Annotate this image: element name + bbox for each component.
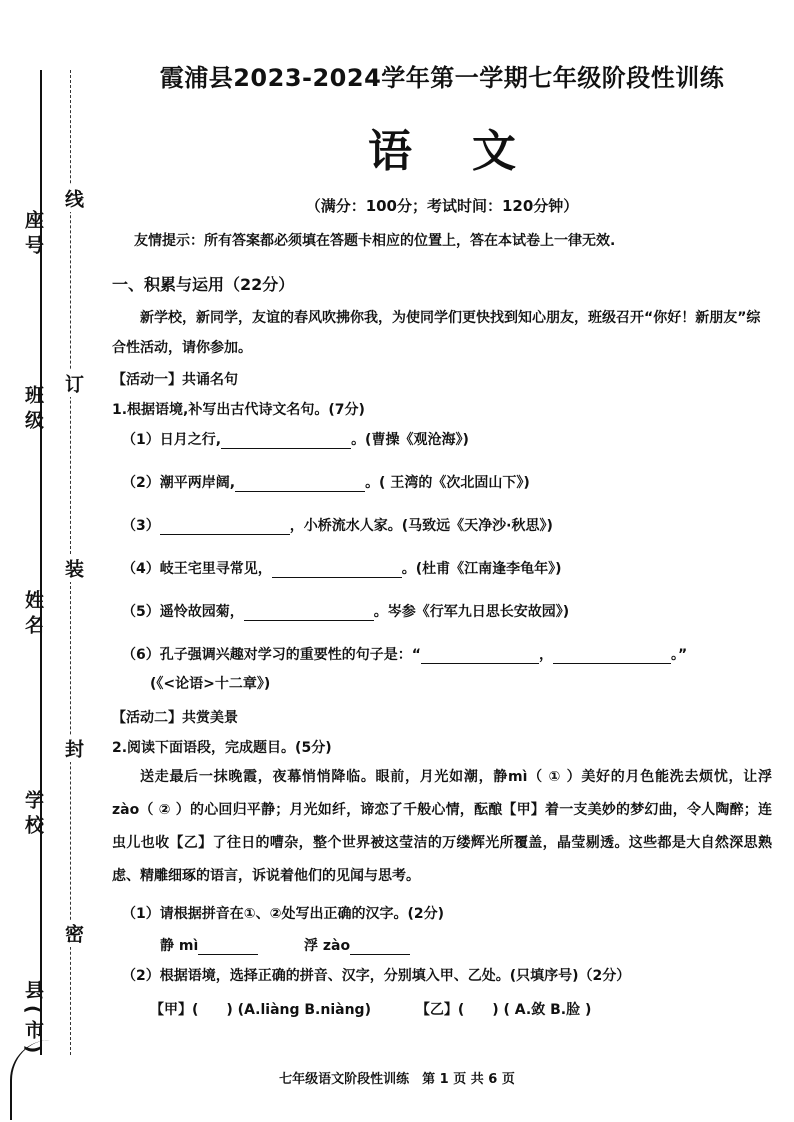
question-2-2: （2）根据语境，选择正确的拼音、汉字，分别填入甲、乙处。(只填序号)（2分） [122, 968, 631, 984]
section-intro: 新学校，新同学，友谊的春风吹拂你我，为使同学们更快找到知心朋友，班级召开“你好！新朋友”综合性活动，请你参加。 [112, 310, 761, 356]
subject-title: 语文 [368, 126, 576, 177]
exam-content [112, 58, 772, 1019]
answer-blank [235, 475, 365, 492]
name-label: 姓名 [22, 590, 44, 640]
answer-blank [350, 938, 410, 955]
exam-meta: （满分：100分；考试时间：120分钟） [305, 197, 579, 215]
answer-blank [272, 561, 402, 578]
county-label: 县(市) [22, 980, 44, 1060]
cut-mark-mi: 密 [60, 920, 87, 947]
answer-blank [160, 518, 290, 535]
question-1: 1.根据语境,补写出古代诗文名句。(7分) [112, 402, 365, 418]
answer-blank [198, 938, 258, 955]
poem-item-1: （1）日月之行, 。(曹操《观沧海》) [122, 432, 469, 448]
poem-item-4: （4）岐王宅里寻常见， 。(杜甫《江南逢李龟年》) [122, 561, 562, 577]
poem-item-3: （3） ，小桥流水人家。(马致远《天净沙·秋思》) [122, 518, 553, 534]
activity-one-heading: 【活动一】共诵名句 [112, 372, 238, 388]
exam-title: 霞浦县2023-2024学年第一学期七年级阶段性训练 [159, 64, 725, 92]
poem-item-5: （5）遥怜故园菊， 。岑参《行军九日思长安故园》) [122, 604, 570, 620]
cut-mark-ding: 订 [60, 370, 87, 397]
seat-number-label: 座号 [22, 210, 44, 260]
answer-blank [553, 647, 671, 664]
choice-yi: 【乙】( ) ( A.敛 B.脸 ) [415, 1002, 592, 1018]
cut-mark-xian: 线 [60, 185, 87, 212]
choice-jia: 【甲】( ) (A.liàng B.niàng) [150, 1002, 371, 1018]
cut-mark-feng: 封 [60, 735, 87, 762]
section-heading: 一、积累与运用（22分） [112, 275, 295, 294]
cut-mark-zhuang: 装 [60, 555, 87, 582]
page-footer: 七年级语文阶段性训练 第 1 页 共 6 页 [279, 1072, 515, 1087]
class-label: 班级 [22, 385, 44, 435]
school-label: 学校 [22, 790, 44, 840]
reading-passage: 送走最后一抹晚霞，夜幕悄悄降临。眼前，月光如潮，静mì（ ① ）美好的月色能洗去烦忧，让浮 zào（ ② ）的心回归平静；月光如纤，谛恋了千般心情，酝酿【甲】着一支美妙的梦幻曲，令人陶醉；连虫儿也收【乙】了往日的嘈杂，整个世界被这莹洁的万缕辉光所覆盖，晶莹剔透。这些都是大自然深思熟虑、精雕细琢的语言，诉说着他们的见闻与思考。 [112, 769, 772, 884]
activity-two-heading: 【活动二】共赏美景 [112, 710, 238, 726]
poem-item-2: （2）潮平两岸阔, 。( 王湾的《次北固山下》) [122, 475, 530, 491]
binding-margin [0, 0, 110, 1122]
pinyin-blanks: 静 mì 浮 zào [112, 935, 772, 955]
choice-row [112, 999, 772, 1019]
answer-blank [421, 647, 539, 664]
question-2: 2.阅读下面语段，完成题目。(5分) [112, 740, 332, 756]
answer-blank [244, 604, 374, 621]
poem-item-6: （6）孔子强调兴趣对学习的重要性的句子是：“ ， 。” [122, 647, 688, 663]
item-6-source: (《<论语>十二章》) [150, 676, 271, 692]
question-2-1: （1）请根据拼音在①、②处写出正确的汉字。(2分) [122, 906, 444, 922]
answer-blank [221, 432, 351, 449]
friendly-tip: 友情提示：所有答案都必须填在答题卡相应的位置上，答在本试卷上一律无效. [134, 233, 616, 249]
